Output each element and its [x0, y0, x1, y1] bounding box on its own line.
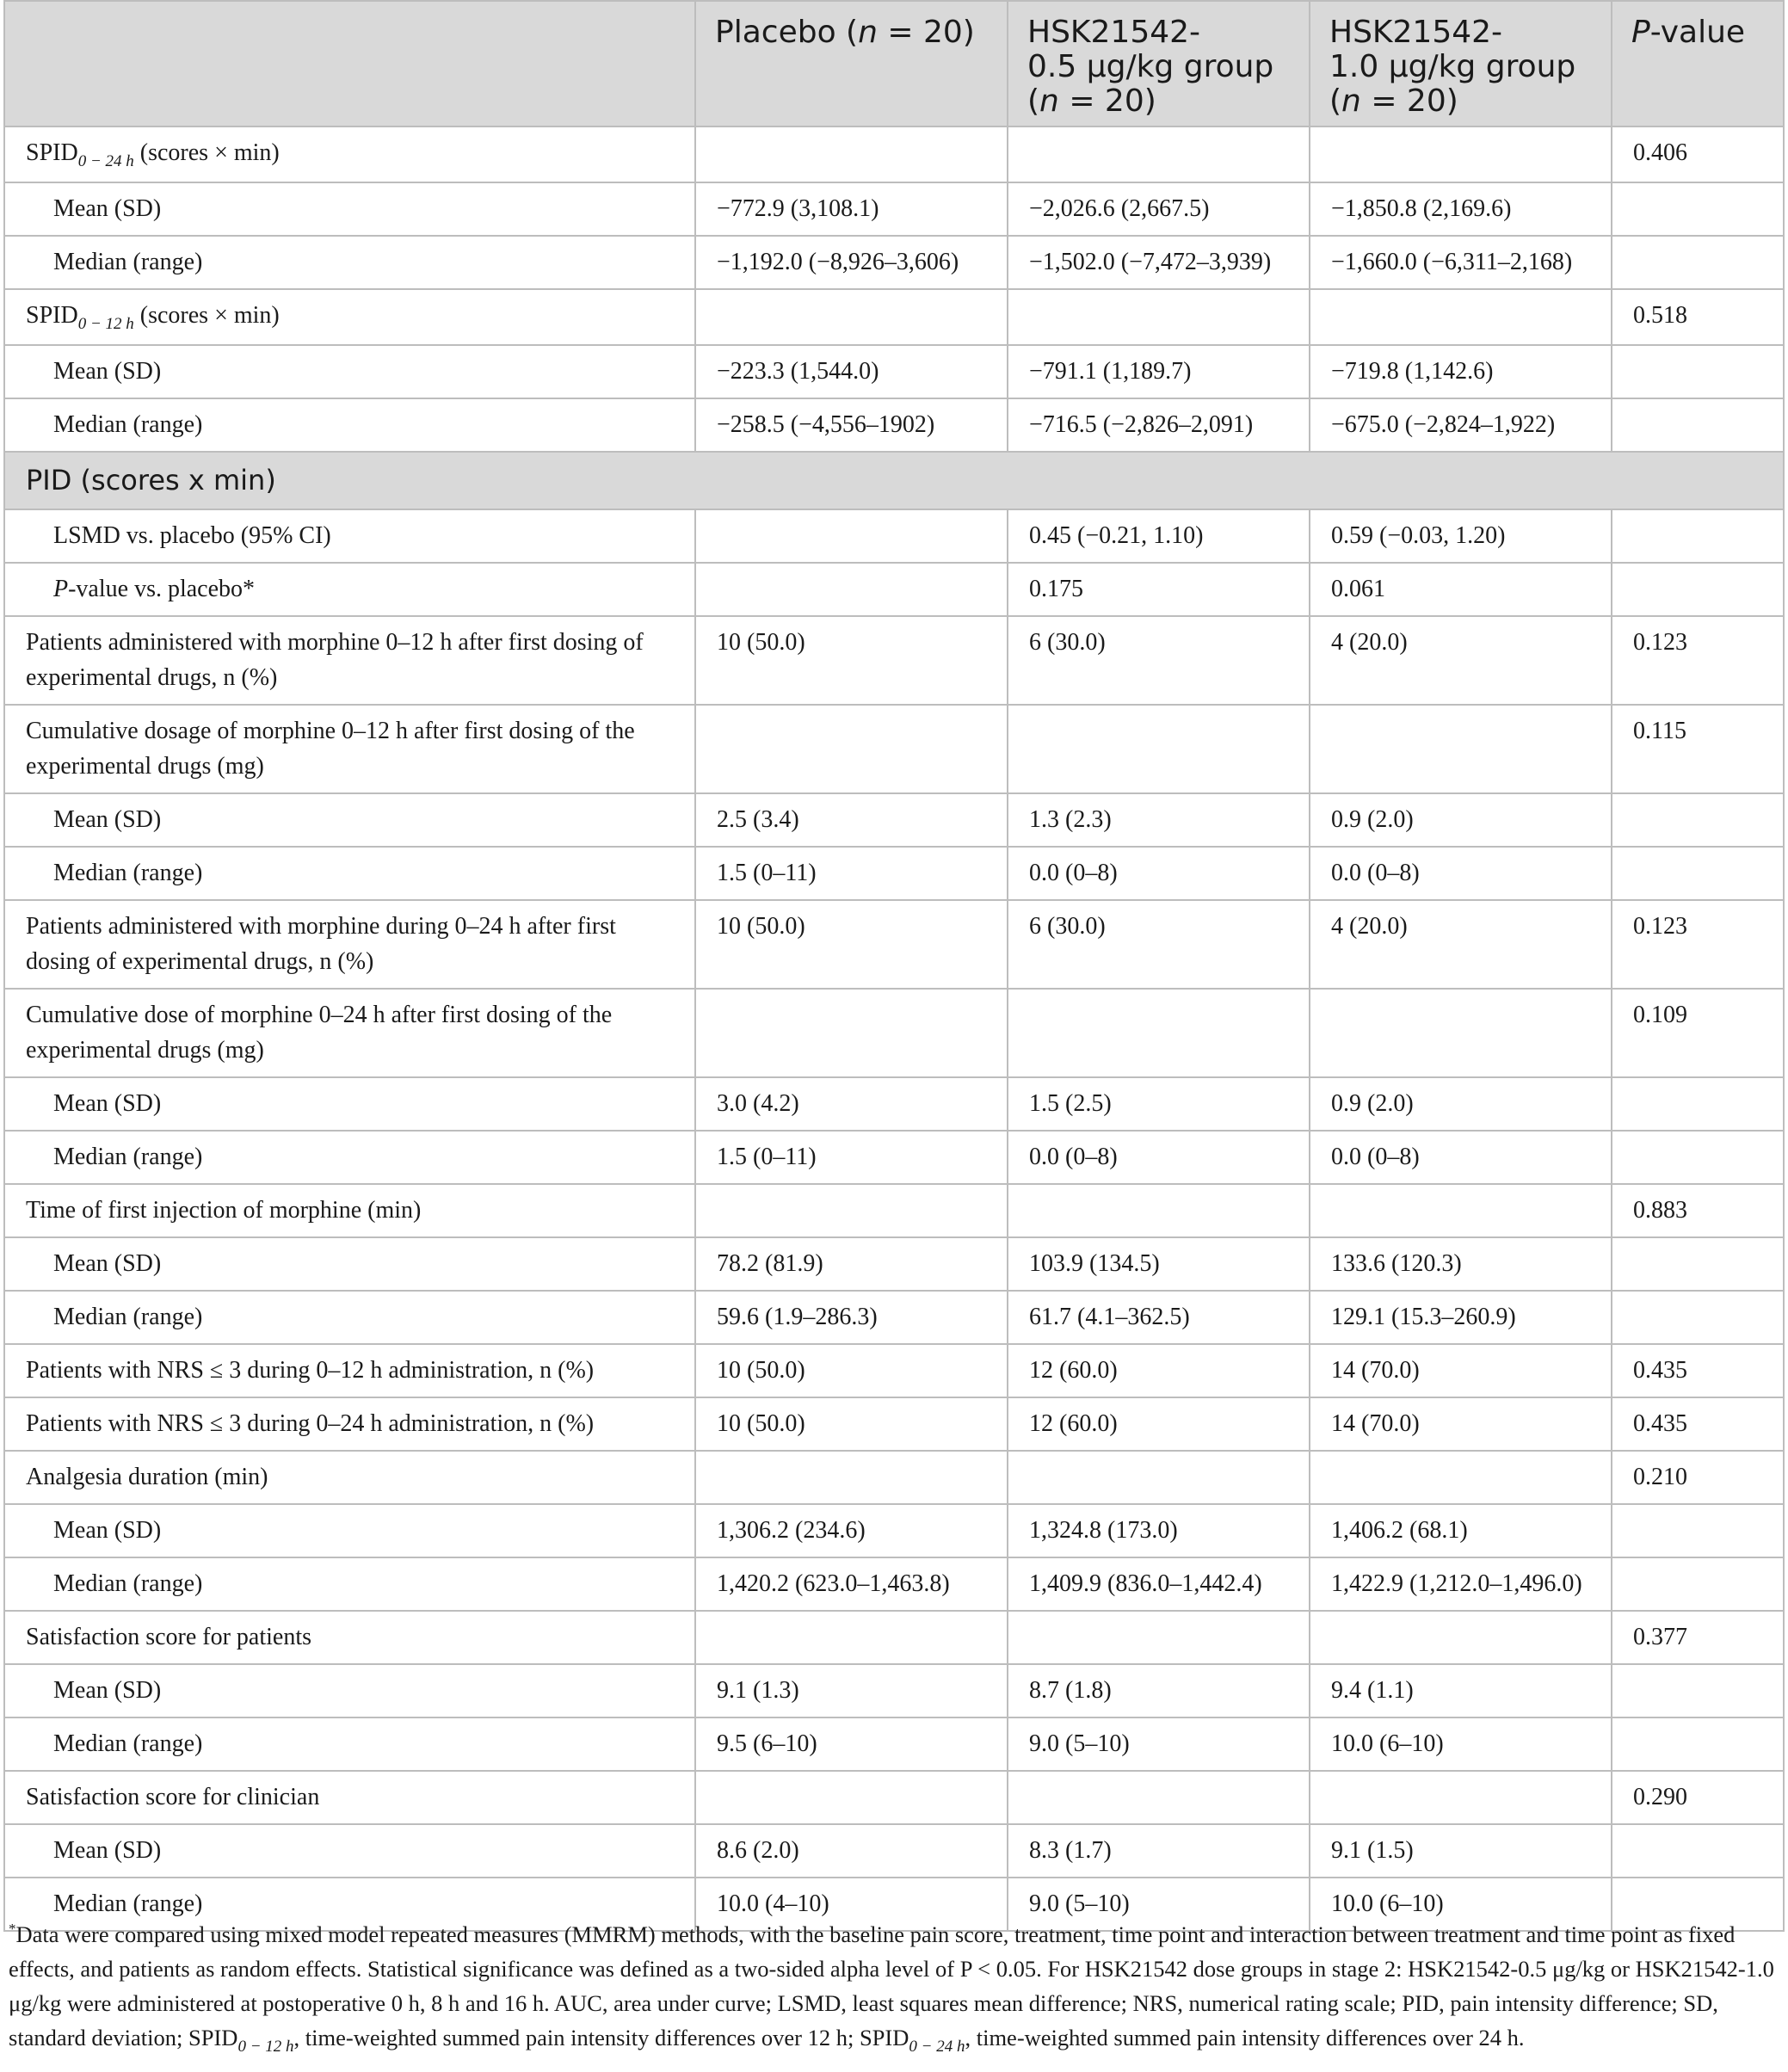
cell-low-dose: [1008, 705, 1310, 793]
cell-placebo: 3.0 (4.2): [695, 1077, 1008, 1131]
cell-placebo: −258.5 (−4,556–1902): [695, 398, 1008, 452]
row-label: Mean (SD): [4, 1824, 695, 1878]
row-label: Patients with NRS ≤ 3 during 0–12 h administration, n (%): [4, 1344, 695, 1397]
table-row: [4, 1291, 1784, 1344]
cell-high-dose: [1310, 1451, 1612, 1504]
row-label: LSMD vs. placebo (95% CI): [4, 509, 695, 563]
footnote-text: Data were compared using mixed model repeated measures (MMRM) methods, with the baseline pain score, treatment, time point and interaction between treatment and time point as fixed effects, and patients as random effects. Statistical significance was defined as a two-sided alpha level of P < 0.05. For HSK21542 dose groups in stage 2: HSK21542-0.5 μg/kg or HSK21542-1.0 μg/kg were administered at postoperative 0 h, 8 h and 16 h. AUC, area under curve; LSMD, least squares mean difference; NRS, numerical rating scale; PID, pain intensity difference; SD, standard deviation; SPID: [9, 1921, 1774, 2050]
table-row: [4, 1771, 1784, 1824]
cell-p-value: 0.123: [1612, 616, 1784, 705]
cell-low-dose: [1008, 289, 1310, 345]
table-row: [4, 1184, 1784, 1237]
table-row: [4, 509, 1784, 563]
cell-low-dose: 0.45 (−0.21, 1.10): [1008, 509, 1310, 563]
cell-p-value: [1612, 1664, 1784, 1717]
cell-high-dose: [1310, 1184, 1612, 1237]
cell-low-dose: 0.0 (0–8): [1008, 847, 1310, 900]
row-label: Median (range): [4, 1131, 695, 1184]
cell-placebo: −772.9 (3,108.1): [695, 182, 1008, 236]
header-row: [4, 1, 1784, 126]
cell-p-value: [1612, 1131, 1784, 1184]
cell-high-dose: [1310, 289, 1612, 345]
cell-high-dose: −1,660.0 (−6,311–2,168): [1310, 236, 1612, 289]
cell-high-dose: 9.1 (1.5): [1310, 1824, 1612, 1878]
table-row: [4, 236, 1784, 289]
cell-low-dose: −2,026.6 (2,667.5): [1008, 182, 1310, 236]
cell-placebo: [695, 289, 1008, 345]
cell-p-value: [1612, 1557, 1784, 1611]
cell-high-dose: 10.0 (6–10): [1310, 1717, 1612, 1771]
cell-high-dose: −675.0 (−2,824–1,922): [1310, 398, 1612, 452]
table-row: [4, 126, 1784, 182]
row-label: Mean (SD): [4, 345, 695, 398]
cell-p-value: [1612, 847, 1784, 900]
cell-placebo: 10 (50.0): [695, 1397, 1008, 1451]
results-table-container: [3, 0, 1783, 1932]
cell-p-value: 0.435: [1612, 1344, 1784, 1397]
efficacy-table: [3, 0, 1785, 1932]
cell-low-dose: −791.1 (1,189.7): [1008, 345, 1310, 398]
table-row: [4, 1344, 1784, 1397]
cell-placebo: 10.0 (4–10): [695, 1878, 1008, 1931]
cell-low-dose: 0.175: [1008, 563, 1310, 616]
table-row: [4, 1611, 1784, 1664]
cell-placebo: [695, 989, 1008, 1077]
footnote-sub-12h: 0 − 12 h: [237, 2038, 294, 2056]
footnote-sub-24h: 0 − 24 h: [909, 2038, 965, 2056]
cell-placebo: 8.6 (2.0): [695, 1824, 1008, 1878]
cell-placebo: 1,306.2 (234.6): [695, 1504, 1008, 1557]
cell-high-dose: 1,422.9 (1,212.0–1,496.0): [1310, 1557, 1612, 1611]
table-row: [4, 289, 1784, 345]
cell-placebo: 9.5 (6–10): [695, 1717, 1008, 1771]
cell-high-dose: 4 (20.0): [1310, 616, 1612, 705]
table-row: [4, 563, 1784, 616]
row-label: Mean (SD): [4, 793, 695, 847]
cell-p-value: [1612, 236, 1784, 289]
footnote-text-2: , time-weighted summed pain intensity differences over 12 h; SPID: [293, 2025, 909, 2050]
row-label: Cumulative dose of morphine 0–24 h after first dosing of the experimental drugs (mg): [4, 989, 695, 1077]
row-label: Mean (SD): [4, 1664, 695, 1717]
cell-placebo: [695, 509, 1008, 563]
row-label: Satisfaction score for clinician: [4, 1771, 695, 1824]
cell-high-dose: 10.0 (6–10): [1310, 1878, 1612, 1931]
table-row: [4, 182, 1784, 236]
table-row: [4, 1557, 1784, 1611]
cell-high-dose: [1310, 1771, 1612, 1824]
row-label: $SPID_{0 - 24 h}$ (scores × min): [4, 126, 695, 182]
cell-high-dose: 14 (70.0): [1310, 1397, 1612, 1451]
table-row: [4, 1664, 1784, 1717]
row-label: Median (range): [4, 1878, 695, 1931]
cell-high-dose: 0.0 (0–8): [1310, 1131, 1612, 1184]
cell-p-value: 0.109: [1612, 989, 1784, 1077]
cell-p-value: [1612, 398, 1784, 452]
cell-p-value: 0.290: [1612, 1771, 1784, 1824]
cell-low-dose: [1008, 989, 1310, 1077]
row-label: P-value vs. placebo*: [4, 563, 695, 616]
header-placebo: Placebo (n = 20): [695, 1, 1008, 126]
cell-low-dose: 1,409.9 (836.0–1,442.4): [1008, 1557, 1310, 1611]
cell-low-dose: 1,324.8 (173.0): [1008, 1504, 1310, 1557]
row-label: Median (range): [4, 1291, 695, 1344]
cell-low-dose: [1008, 1451, 1310, 1504]
table-row: [4, 1397, 1784, 1451]
cell-placebo: 59.6 (1.9–286.3): [695, 1291, 1008, 1344]
table-row: [4, 1077, 1784, 1131]
cell-high-dose: 4 (20.0): [1310, 900, 1612, 989]
cell-p-value: 0.518: [1612, 289, 1784, 345]
cell-high-dose: 0.59 (−0.03, 1.20): [1310, 509, 1612, 563]
cell-high-dose: [1310, 989, 1612, 1077]
row-label: Time of first injection of morphine (min): [4, 1184, 695, 1237]
cell-low-dose: 0.0 (0–8): [1008, 1131, 1310, 1184]
cell-p-value: [1612, 182, 1784, 236]
row-label: Analgesia duration (min): [4, 1451, 695, 1504]
table-row: [4, 1717, 1784, 1771]
row-label: Median (range): [4, 847, 695, 900]
row-label: Mean (SD): [4, 1504, 695, 1557]
cell-high-dose: −1,850.8 (2,169.6): [1310, 182, 1612, 236]
row-label: Patients administered with morphine 0–12 h after first dosing of experimental drugs, n (%): [4, 616, 695, 705]
cell-low-dose: 8.7 (1.8): [1008, 1664, 1310, 1717]
cell-high-dose: 9.4 (1.1): [1310, 1664, 1612, 1717]
cell-low-dose: 12 (60.0): [1008, 1397, 1310, 1451]
cell-low-dose: [1008, 1611, 1310, 1664]
table-row: [4, 398, 1784, 452]
table-row: [4, 989, 1784, 1077]
cell-placebo: [695, 1771, 1008, 1824]
cell-high-dose: [1310, 1611, 1612, 1664]
cell-high-dose: [1310, 705, 1612, 793]
table-row: [4, 900, 1784, 989]
cell-p-value: [1612, 345, 1784, 398]
row-label: Mean (SD): [4, 1237, 695, 1291]
cell-high-dose: [1310, 126, 1612, 182]
cell-placebo: 78.2 (81.9): [695, 1237, 1008, 1291]
cell-low-dose: 9.0 (5–10): [1008, 1878, 1310, 1931]
table-row: [4, 705, 1784, 793]
cell-p-value: [1612, 1077, 1784, 1131]
cell-low-dose: 61.7 (4.1–362.5): [1008, 1291, 1310, 1344]
footnote-text-3: , time-weighted summed pain intensity differences over 24 h.: [965, 2025, 1525, 2050]
cell-p-value: [1612, 1237, 1784, 1291]
cell-placebo: −223.3 (1,544.0): [695, 345, 1008, 398]
cell-placebo: [695, 1611, 1008, 1664]
cell-placebo: 9.1 (1.3): [695, 1664, 1008, 1717]
table-row: [4, 1131, 1784, 1184]
section-row-pid: [4, 452, 1784, 509]
cell-low-dose: [1008, 126, 1310, 182]
table-row: [4, 1824, 1784, 1878]
cell-placebo: [695, 126, 1008, 182]
section-label: PID (scores x min): [4, 452, 1784, 509]
cell-low-dose: 6 (30.0): [1008, 616, 1310, 705]
cell-p-value: [1612, 1291, 1784, 1344]
row-label: Satisfaction score for patients: [4, 1611, 695, 1664]
cell-p-value: [1612, 1717, 1784, 1771]
row-label: $SPID_{0 - 12 h}$ (scores × min): [4, 289, 695, 345]
table-row: [4, 1504, 1784, 1557]
cell-p-value: 0.210: [1612, 1451, 1784, 1504]
cell-p-value: 0.123: [1612, 900, 1784, 989]
row-label: Cumulative dosage of morphine 0–12 h after first dosing of the experimental drugs (mg): [4, 705, 695, 793]
cell-low-dose: [1008, 1771, 1310, 1824]
cell-low-dose: 8.3 (1.7): [1008, 1824, 1310, 1878]
cell-p-value: 0.377: [1612, 1611, 1784, 1664]
cell-p-value: [1612, 1824, 1784, 1878]
cell-low-dose: 12 (60.0): [1008, 1344, 1310, 1397]
table-row: [4, 345, 1784, 398]
header-low-dose: HSK21542- 0.5 μg/kg group (n = 20): [1008, 1, 1310, 126]
cell-p-value: 0.115: [1612, 705, 1784, 793]
table-row: [4, 847, 1784, 900]
table-row: [4, 616, 1784, 705]
cell-p-value: 0.406: [1612, 126, 1784, 182]
header-empty: [4, 1, 695, 126]
cell-low-dose: 103.9 (134.5): [1008, 1237, 1310, 1291]
cell-p-value: 0.883: [1612, 1184, 1784, 1237]
row-label: Median (range): [4, 398, 695, 452]
cell-p-value: [1612, 509, 1784, 563]
cell-high-dose: 0.0 (0–8): [1310, 847, 1612, 900]
row-label: Patients with NRS ≤ 3 during 0–24 h administration, n (%): [4, 1397, 695, 1451]
cell-placebo: 10 (50.0): [695, 616, 1008, 705]
cell-placebo: [695, 1451, 1008, 1504]
cell-placebo: 1,420.2 (623.0–1,463.8): [695, 1557, 1008, 1611]
cell-high-dose: 0.9 (2.0): [1310, 1077, 1612, 1131]
row-label: Median (range): [4, 1717, 695, 1771]
cell-high-dose: −719.8 (1,142.6): [1310, 345, 1612, 398]
cell-placebo: −1,192.0 (−8,926–3,606): [695, 236, 1008, 289]
cell-placebo: 2.5 (3.4): [695, 793, 1008, 847]
footnote-marker: *: [9, 1921, 16, 1938]
cell-high-dose: 129.1 (15.3–260.9): [1310, 1291, 1612, 1344]
cell-p-value: [1612, 1504, 1784, 1557]
row-label: Patients administered with morphine during 0–24 h after first dosing of experimental drugs, n (%): [4, 900, 695, 989]
cell-low-dose: −1,502.0 (−7,472–3,939): [1008, 236, 1310, 289]
cell-low-dose: 1.3 (2.3): [1008, 793, 1310, 847]
cell-p-value: [1612, 793, 1784, 847]
cell-p-value: [1612, 563, 1784, 616]
table-row: [4, 793, 1784, 847]
row-label: Median (range): [4, 236, 695, 289]
cell-low-dose: 9.0 (5–10): [1008, 1717, 1310, 1771]
cell-low-dose: 1.5 (2.5): [1008, 1077, 1310, 1131]
cell-high-dose: 1,406.2 (68.1): [1310, 1504, 1612, 1557]
cell-low-dose: [1008, 1184, 1310, 1237]
header-p-value: P-value: [1612, 1, 1784, 126]
cell-placebo: [695, 563, 1008, 616]
table-row: [4, 1237, 1784, 1291]
cell-low-dose: 6 (30.0): [1008, 900, 1310, 989]
row-label: Mean (SD): [4, 182, 695, 236]
table-row: [4, 1451, 1784, 1504]
row-label: Mean (SD): [4, 1077, 695, 1131]
cell-high-dose: 133.6 (120.3): [1310, 1237, 1612, 1291]
cell-placebo: [695, 705, 1008, 793]
cell-placebo: 10 (50.0): [695, 1344, 1008, 1397]
cell-high-dose: 14 (70.0): [1310, 1344, 1612, 1397]
cell-high-dose: 0.9 (2.0): [1310, 793, 1612, 847]
cell-high-dose: 0.061: [1310, 563, 1612, 616]
row-label: Median (range): [4, 1557, 695, 1611]
cell-placebo: 1.5 (0–11): [695, 847, 1008, 900]
cell-p-value: 0.435: [1612, 1397, 1784, 1451]
cell-low-dose: −716.5 (−2,826–2,091): [1008, 398, 1310, 452]
header-high-dose: HSK21542- 1.0 μg/kg group (n = 20): [1310, 1, 1612, 126]
cell-placebo: [695, 1184, 1008, 1237]
cell-placebo: 10 (50.0): [695, 900, 1008, 989]
cell-placebo: 1.5 (0–11): [695, 1131, 1008, 1184]
table-footnote: [9, 1917, 1779, 2058]
